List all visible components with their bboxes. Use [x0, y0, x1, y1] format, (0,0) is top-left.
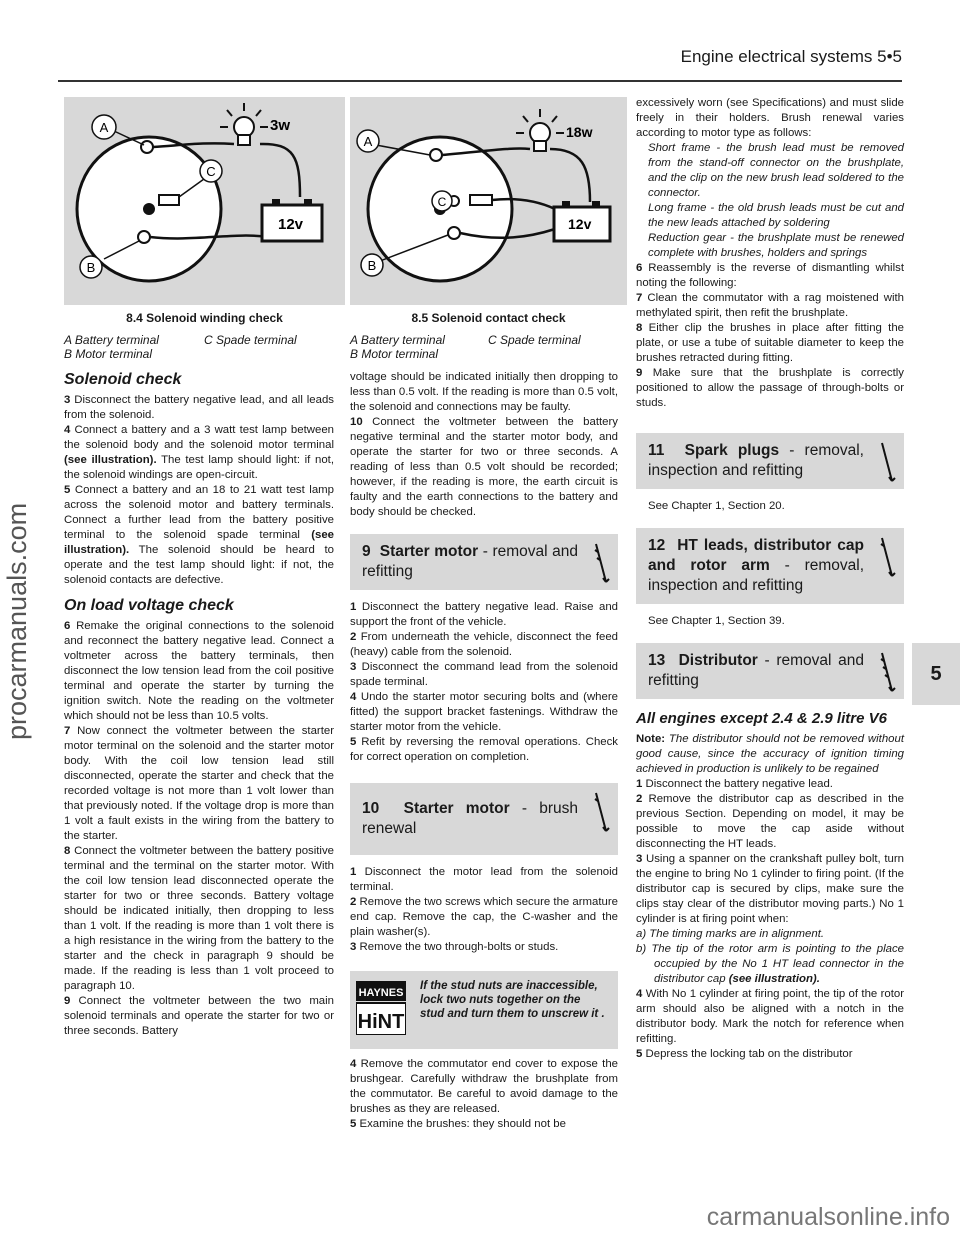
svg-text:HAYNES: HAYNES: [358, 987, 404, 999]
figure-8-5-legend: [350, 333, 627, 361]
firing-point-list: [636, 927, 904, 987]
fig1-legend-a: A Battery terminal: [64, 333, 159, 347]
difficulty-spanner-icon: [590, 789, 612, 835]
paragraph: 3 Disconnect the command lead from the solenoid spade terminal.: [350, 661, 619, 688]
column-2: [350, 370, 618, 1132]
paragraph: 4 With No 1 cylinder at firing point, the tip of the rotor arm should also be aligned with a notch in the distributor body. Mark the notch for reference when refitting.: [636, 988, 904, 1045]
paragraph: 7 Now connect the voltmeter between the starter motor terminal on the solenoid and the starter motor body. With the coil low tension lead still disconnected, operate the starter and check that the recorded voltage is not more than 1 volt lower than that previously noted. If the voltage drop is more than 1 volt a fault exists in the wiring from the battery to the starter.: [64, 725, 334, 842]
paragraph: 10 Connect the voltmeter between the battery negative terminal and the starter motor body, and operate the starter for two or three seconds. A reading of less than 0.5 volt should be recorded; however, if the reading is more, the earth circuit is faulty and the earth connections to the battery and body should be checked.: [350, 416, 618, 518]
page-header-title: Engine electrical systems 5•5: [680, 47, 902, 66]
paragraph: 8 Either clip the brushes in place after fitting the plate, or use a tube of suitable diameter to keep the brushes retracted during fitting.: [636, 322, 904, 364]
figure-8-5-diagram: [350, 97, 627, 305]
paragraph: 5 Examine the brushes: they should not be: [350, 1118, 566, 1130]
figure-8-5-caption: 8.5 Solenoid contact check: [411, 311, 566, 325]
section-13-heading: 13 Distributor - removal and refitting: [636, 643, 904, 699]
fig2-bulb-label: 18w: [566, 124, 593, 140]
column-3: [636, 96, 904, 1062]
difficulty-spanner-icon: [876, 649, 898, 695]
haynes-hint-logo: [356, 981, 406, 1035]
fig1-battery-label: 12v: [278, 216, 304, 233]
heading-on-load-voltage-check: On load voltage check: [64, 597, 234, 614]
fig2-label-b: B: [367, 258, 377, 273]
column-1: [64, 366, 334, 1039]
heading-all-engines-except-v6: All engines except 2.4 & 2.9 litre V6: [636, 710, 887, 727]
paragraph: See Chapter 1, Section 20.: [648, 500, 785, 512]
svg-text:HiNT: HiNT: [357, 1011, 405, 1033]
hint-text: If the stud nuts are inaccessible, lock two nuts together on the stud and turn them to unscrew it .: [420, 980, 605, 1020]
fig2-legend-c: C Spade terminal: [488, 333, 581, 347]
haynes-hint-box: [350, 971, 618, 1049]
paragraph: 4 Connect a battery and a 3 watt test lamp between the solenoid body and the solenoid motor terminal (see illustration). The test lamp should light: if not, the solenoid windings are open-circuit.: [64, 424, 334, 481]
section-12-heading: 12 HT leads, distributor cap and rotor arm - removal, inspection and refitting: [636, 528, 904, 604]
fig2-label-c: C: [437, 195, 447, 209]
difficulty-spanner-icon: [876, 439, 898, 485]
paragraph: 2 From underneath the vehicle, disconnect the feed (heavy) cable from the solenoid.: [350, 631, 618, 658]
paragraph: 3 Using a spanner on the crankshaft pulley bolt, turn the engine to bring No 1 cylinder to firing point. (If the distributor cap is secured by clips, make sure the clips stay clear of the distributor moving parts.) No 1 cylinder is at firing point when:: [636, 853, 904, 925]
heading-solenoid-check: Solenoid check: [64, 371, 182, 388]
paragraph: 2 Remove the distributor cap as described in the previous Section. Depending on model, it may be possible to move the cap aside without disconnecting the HT leads.: [636, 793, 904, 850]
watermark-procarmanuals: procarmanuals.com: [2, 502, 32, 740]
paragraph: See Chapter 1, Section 39.: [648, 615, 785, 627]
fig1-bulb-label: 3w: [270, 117, 291, 134]
difficulty-spanner-icon: [876, 534, 898, 580]
difficulty-spanner-icon: [590, 540, 612, 586]
section-10-heading: 10 Starter motor - brush renewal: [350, 783, 618, 855]
paragraph: 5 Connect a battery and an 18 to 21 watt test lamp across the solenoid motor and battery terminals. Connect a further lead from the battery positive terminal to the solenoid spade terminal (see illustration). The solenoid should be heard to operate and the test lamp should light: if not, the solenoid contacts are defective.: [64, 484, 334, 586]
fig1-label-c: C: [206, 164, 216, 179]
fig1-legend-c: C Spade terminal: [204, 333, 297, 347]
fig1-legend-b: B Motor terminal: [64, 347, 153, 361]
paragraph: 6 Reassembly is the reverse of dismantling whilst noting the following:: [636, 262, 904, 289]
fig2-label-a: A: [363, 134, 373, 149]
paragraph: 3 Remove the two through-bolts or studs.: [350, 941, 559, 953]
figure-8-4-legend: [64, 333, 345, 361]
paragraph: 6 Remake the original connections to the solenoid and reconnect the battery negative lead. Connect a voltmeter across the battery terminals, then disconnect the low tension lead from the coil positive terminal and operate the starter by turning the ignition switch. Note the reading on the voltmeter which should not be less than 10.5 volts.: [64, 620, 334, 722]
paragraph: 5 Refit by reversing the removal operations. Check for correct operation on completion.: [350, 736, 619, 763]
fig2-legend-a: A Battery terminal: [350, 333, 445, 347]
section-9-heading: 9 Starter motor - removal and refitting: [350, 534, 618, 590]
watermark-carmanualsonline: carmanualsonline.info: [706, 1203, 950, 1231]
paragraph: excessively worn (see Specifications) and must slide freely in their holders. Brush renewal varies according to motor type as follows:: [636, 97, 904, 139]
fig2-battery-label: 12v: [568, 216, 592, 232]
chapter-tab: 5: [912, 643, 960, 705]
header-rule: [58, 80, 902, 82]
figure-8-4-caption: 8.4 Solenoid winding check: [126, 311, 283, 325]
fig1-label-b: B: [86, 260, 96, 275]
paragraph: 1 Disconnect the battery negative lead.: [636, 778, 833, 790]
paragraph: 7 Clean the commutator with a rag moistened with methylated spirit, then refit the brushplate.: [636, 292, 904, 319]
paragraph: 5 Depress the locking tab on the distributor: [636, 1048, 853, 1060]
paragraph: 8 Connect the voltmeter between the battery positive terminal and the terminal on the starter motor. With the coil low tension lead disconnected operate the starter for two or three seconds. Battery voltage should be indicated initially, then dropping to less than 1 volt. If the reading is more than 1 volt there is a high resistance in the wiring from the battery to the starter and the check in paragraph 9 should be made. If the reading is less than 1 volt proceed to paragraph 10.: [64, 845, 334, 992]
figure-8-4-diagram: [64, 97, 345, 305]
paragraph: Short frame - the brush lead must be removed from the stand-off connector on the brushplate, and the clip on the new brush lead soldered to the connector.: [648, 142, 904, 199]
paragraph: 9 Make sure that the brushplate is correctly positioned to allow the passage of through-bolts or studs.: [636, 367, 904, 409]
paragraph: Long frame - the old brush leads must be cut and the new leads attached by soldering: [648, 202, 904, 229]
section-11-heading: 11 Spark plugs - removal, inspection and refitting: [636, 433, 904, 489]
paragraph: 2 Remove the two screws which secure the armature end cap. Remove the cap, the C-washer and the plain washer(s).: [350, 896, 619, 938]
paragraph: 1 Disconnect the motor lead from the solenoid terminal.: [350, 866, 618, 893]
fig1-label-a: A: [99, 120, 109, 135]
paragraph: 9 Connect the voltmeter between the two main solenoid terminals and operate the starter for two or three seconds. Battery: [64, 995, 335, 1037]
list-item: a) The timing marks are in alignment.: [636, 928, 825, 940]
fig2-legend-b: B Motor terminal: [350, 347, 439, 361]
paragraph: Reduction gear - the brushplate must be renewed complete with brushes, holders and springs: [648, 232, 904, 259]
paragraph: Note: The distributor should not be removed without good cause, since the accuracy of ignition timing achieved in production is unlikely to be regained: [636, 733, 904, 775]
list-item: b) The tip of the rotor arm is pointing to the place occupied by the No 1 HT lead connector in the distributor cap (see illustration).: [636, 943, 904, 985]
paragraph: 4 Undo the starter motor securing bolts and (where fitted) the support bracket fastenings. Withdraw the starter motor from the vehicle.: [350, 691, 618, 733]
paragraph: 3 Disconnect the battery negative lead, and all leads from the solenoid.: [64, 394, 334, 421]
paragraph: 4 Remove the commutator end cover to expose the brushgear. Carefully withdraw the brushplate from the commutator. Be careful to avoid damage to the brushes as they are released.: [350, 1058, 618, 1115]
paragraph: voltage should be indicated initially then dropping to less than 0.5 volt. If the reading is more than 0.5 volt, the solenoid and connections may be faulty.: [350, 371, 618, 413]
paragraph: 1 Disconnect the battery negative lead. Raise and support the front of the vehicle.: [350, 601, 618, 628]
